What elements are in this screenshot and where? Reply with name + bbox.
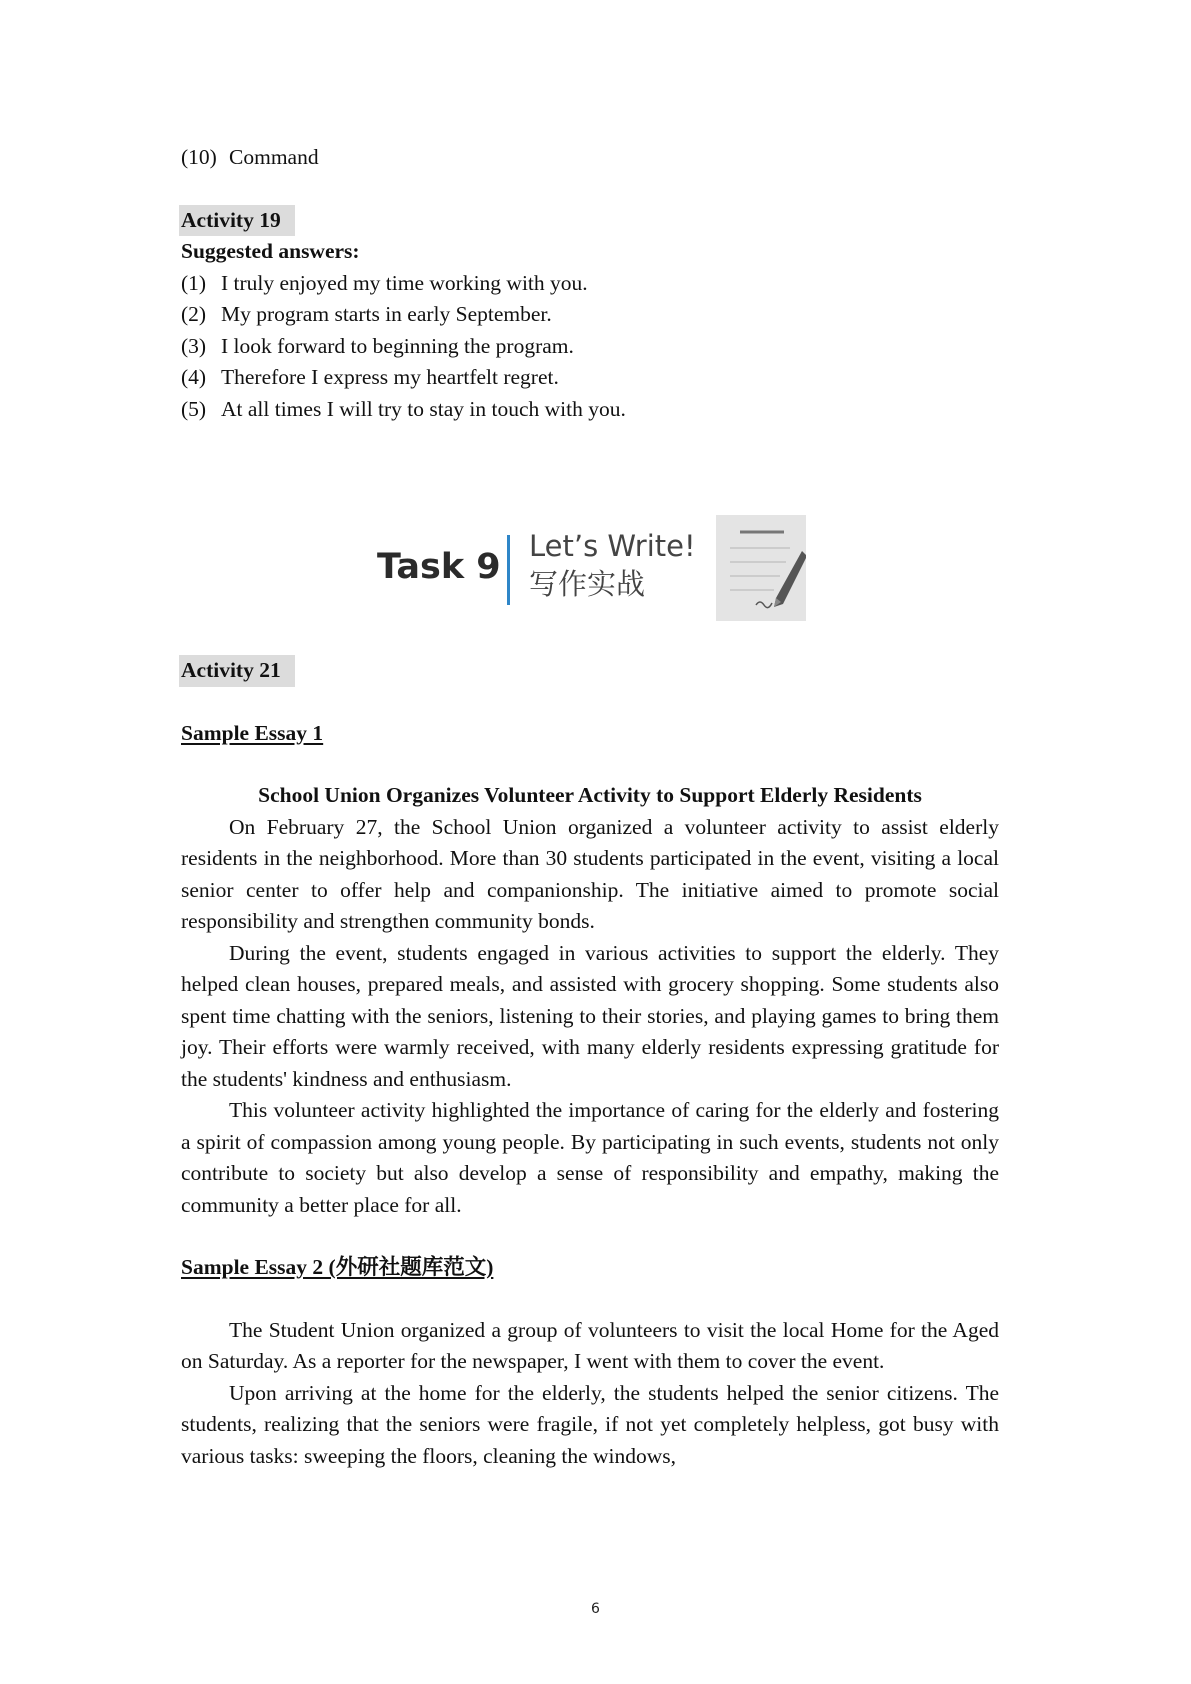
answer-number: (10) [181, 145, 217, 169]
essay-1-title: School Union Organizes Volunteer Activity to Support Elderly Residents [258, 783, 922, 807]
pen-and-paper-icon [716, 515, 806, 621]
answer-line [181, 268, 999, 300]
answer-line [181, 331, 999, 363]
answer-text: Therefore I express my heartfelt regret. [221, 365, 559, 389]
answer-number: (4) [181, 365, 207, 389]
task-title-en: Let’s Write! [529, 529, 696, 563]
answer-line-10 [181, 142, 999, 174]
suggested-answers-heading: Suggested answers: [181, 239, 360, 263]
essay-2-paragraph: Upon arriving at the home for the elderly, the students helped the senior citizens. The students, realizing that the seniors were fragile, if not yet completely helpless, got busy with various tasks: sweeping the floors, cleaning the windows, [181, 1380, 999, 1468]
sample-essay-1-heading: Sample Essay 1 [181, 720, 324, 745]
answer-text: My program starts in early September. [221, 302, 552, 326]
answer-line [181, 362, 999, 394]
essay-1-paragraph: During the event, students engaged in various activities to support the elderly. They helped clean houses, prepared meals, and assisted with grocery shopping. Some students also spent time chatting with the seniors, listening to their stories, and playing games to bring them joy. Their efforts were warmly received, with many elderly residents expressing gratitude for the students' kindness and enthusiasm. [181, 940, 999, 1091]
task-title-cn: 写作实战 [529, 567, 646, 601]
answer-number: (3) [181, 333, 207, 358]
activity-21-heading-row [181, 655, 999, 687]
activity-21-heading: Activity 21 [179, 655, 295, 687]
page-number: 6 [591, 1601, 600, 1617]
task-banner [181, 515, 999, 635]
answer-number: (1) [181, 270, 207, 295]
answers-list [181, 268, 999, 426]
task-divider [507, 535, 510, 605]
pen-and-paper-icon-graphic [716, 515, 806, 621]
answer-text: I look forward to beginning the program. [221, 333, 574, 358]
essay-1-paragraph: This volunteer activity highlighted the importance of caring for the elderly and fostering a spirit of compassion among young people. By participating in such events, students not only contribute to society but also develop a sense of responsibility and empathy, making the community a better place for all. [181, 1098, 999, 1217]
answer-text: At all times I will try to stay in touch with you. [221, 396, 626, 421]
task-label: Task 9 [377, 547, 501, 587]
answer-line [181, 394, 999, 426]
answer-line [181, 299, 999, 331]
activity-19-heading: Activity 19 [179, 205, 295, 237]
sample-essay-2-heading: Sample Essay 2 (外研社题库范文) [181, 1255, 494, 1279]
page-content [181, 142, 999, 1472]
answer-number: (5) [181, 396, 207, 421]
essay-2-paragraph: The Student Union organized a group of volunteers to visit the local Home for the Aged on Saturday. As a reporter for the newspaper, I went with them to cover the event. [181, 1317, 999, 1373]
answer-number: (2) [181, 302, 207, 326]
essay-1-paragraph: On February 27, the School Union organized a volunteer activity to assist elderly residents in the neighborhood. More than 30 students participated in the event, visiting a local senior center to offer help and companionship. The initiative aimed to promote social responsibility and strengthen community bonds. [181, 814, 999, 933]
answer-text: Command [229, 145, 319, 169]
activity-19-heading-row [181, 205, 999, 237]
answer-text: I truly enjoyed my time working with you. [221, 270, 588, 295]
